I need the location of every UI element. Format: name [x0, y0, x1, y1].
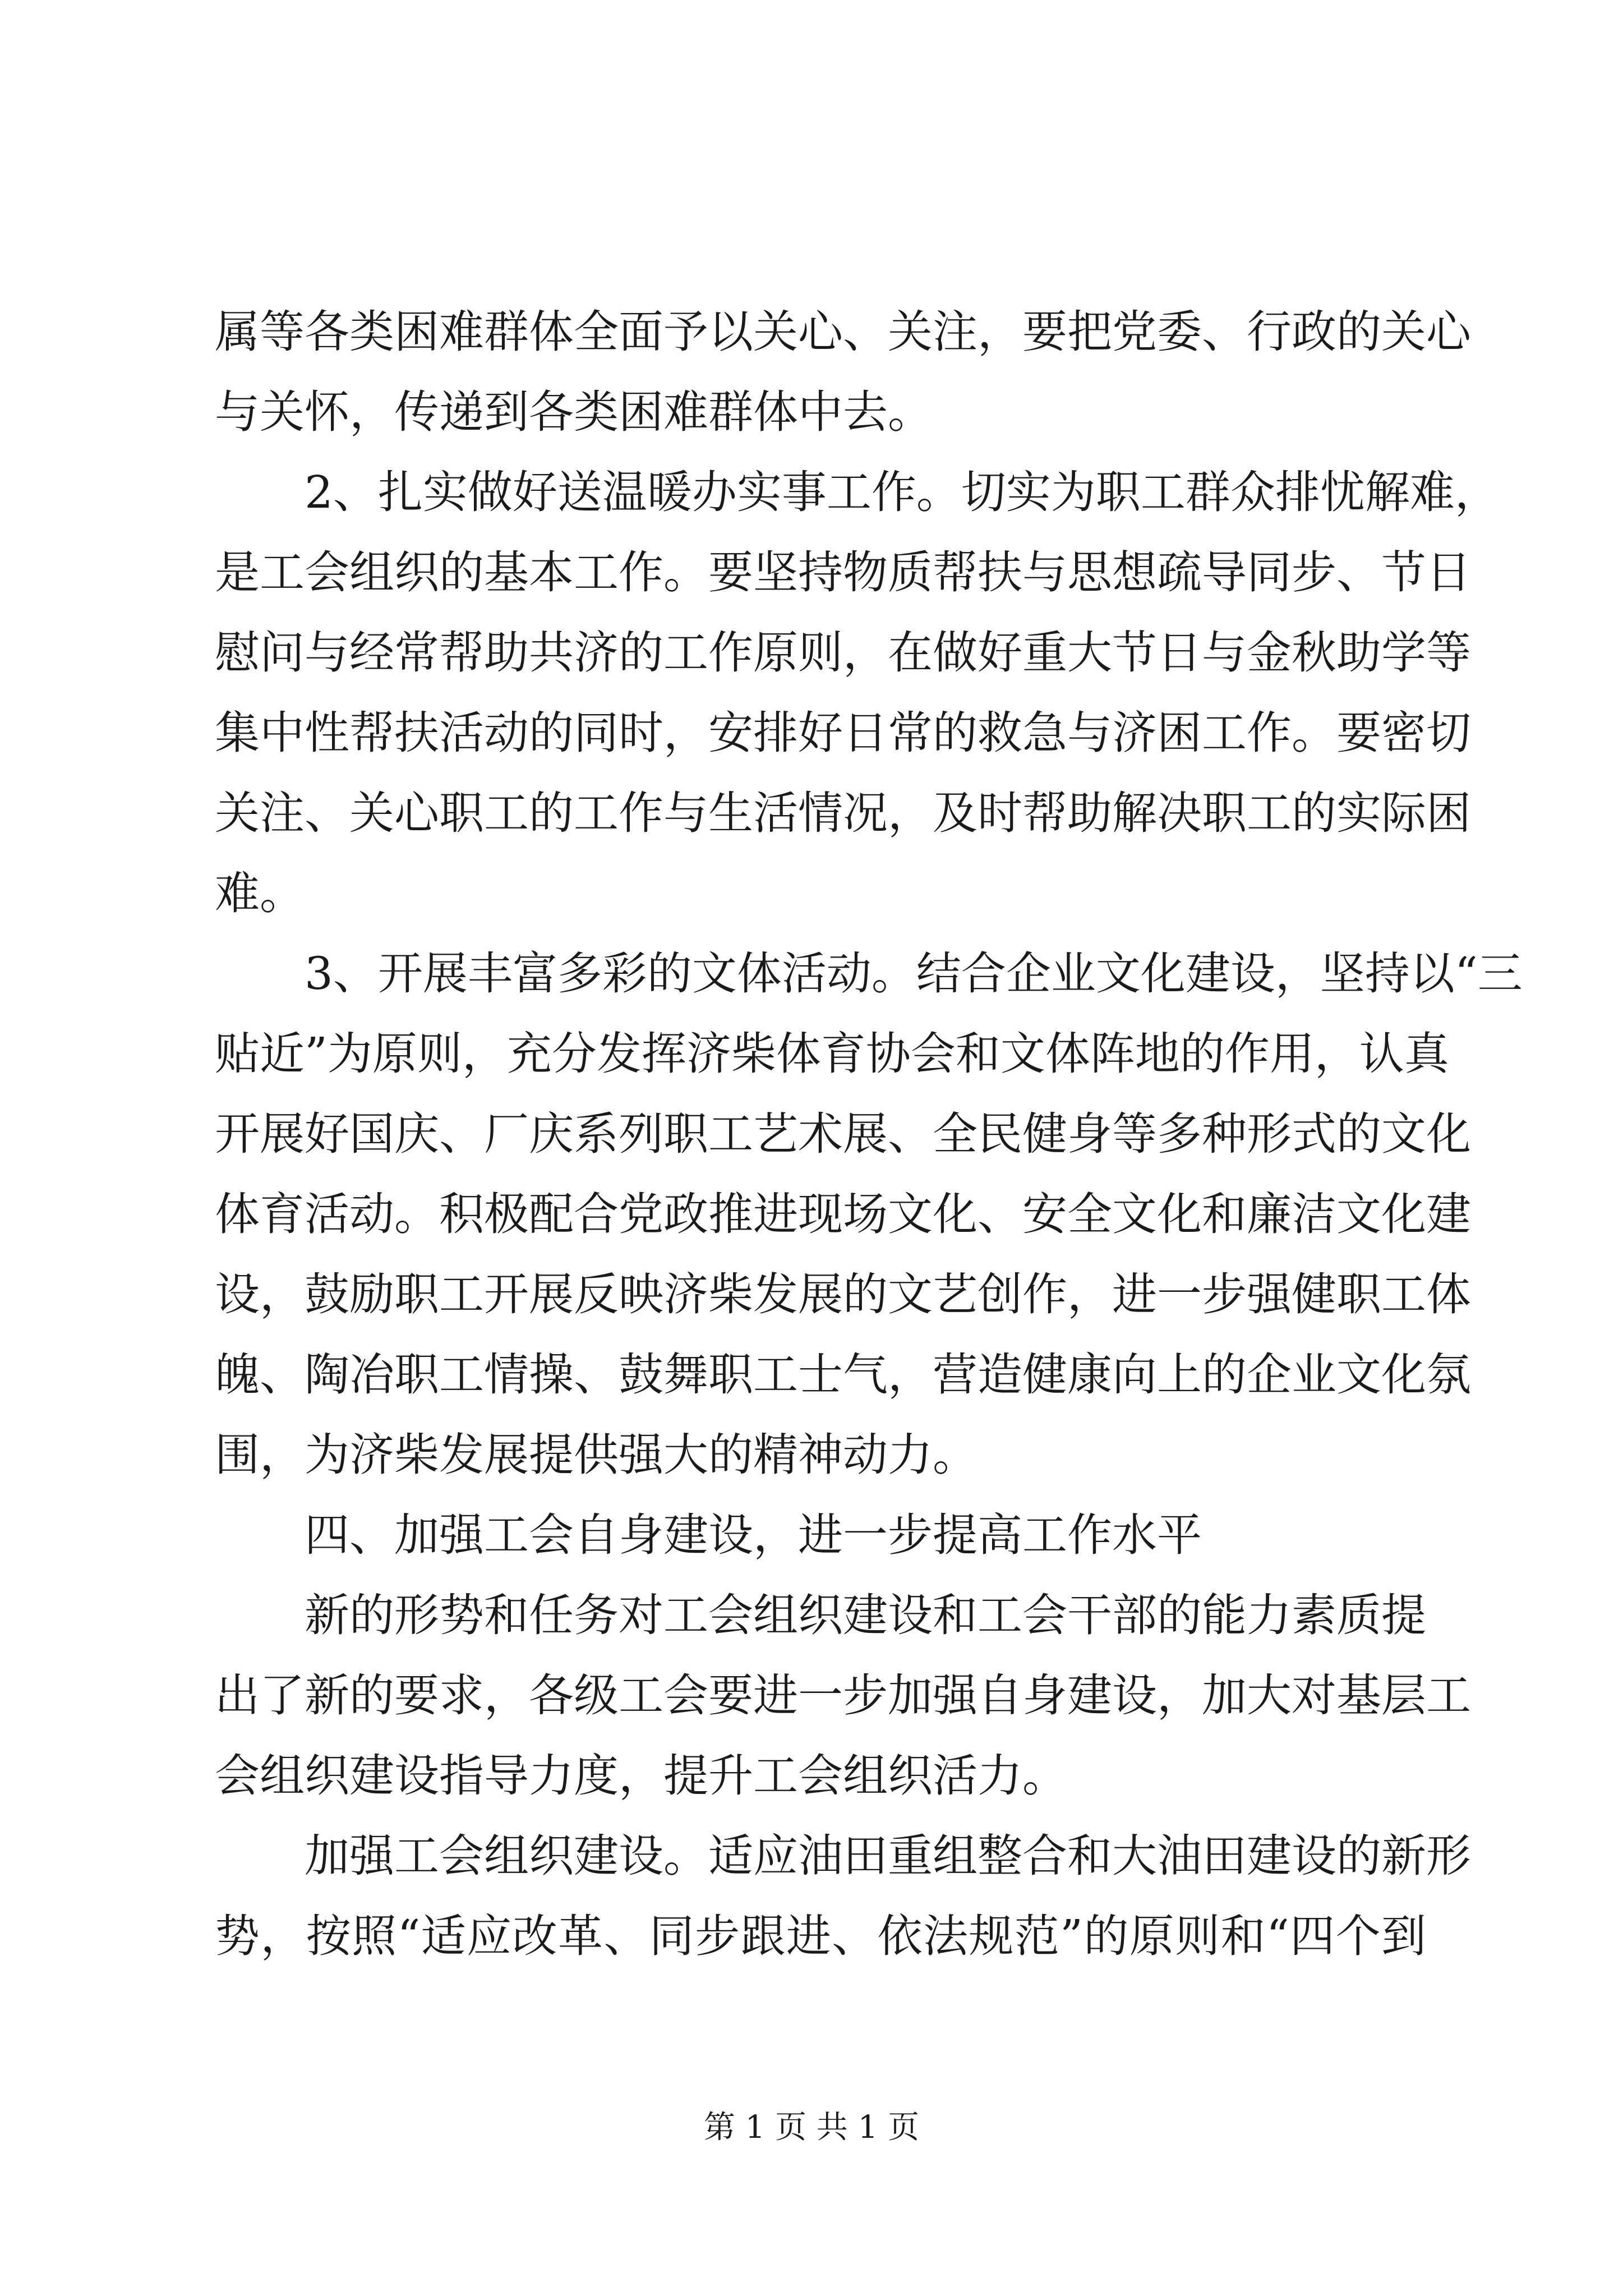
text-line: 与关怀，传递到各类困难群体中去。: [215, 386, 933, 438]
text-line: 难。: [215, 867, 305, 919]
text-line: 是工会组织的基本工作。要坚持物质帮扶与思想疏导同步、节日: [215, 546, 1471, 599]
document-body: [215, 292, 1523, 1976]
text-line: 3、开展丰富多彩的文体活动。结合企业文化建设，坚持以“三: [305, 947, 1523, 1000]
text-line: 加强工会组织建设。适应油田重组整合和大油田建设的新形: [305, 1830, 1471, 1882]
text-line: 贴近”为原则，充分发挥济柴体育协会和文体阵地的作用，认真: [215, 1028, 1449, 1080]
text-line: 出了新的要求，各级工会要进一步加强自身建设，加大对基层工: [215, 1669, 1471, 1722]
text-line: 慰问与经常帮助共济的工作原则，在做好重大节日与金秋助学等: [215, 627, 1471, 679]
text-line: 围，为济柴发展提供强大的精神动力。: [215, 1429, 978, 1481]
text-line: 2、扎实做好送温暖办实事工作。切实为职工群众排忧解难，: [305, 466, 1500, 518]
text-line: 势，按照“适应改革、同步跟进、依法规范”的原则和“四个到: [215, 1910, 1426, 1962]
text-line: 关注、关心职工的工作与生活情况，及时帮助解决职工的实际困: [215, 787, 1471, 839]
text-line: 集中性帮扶活动的同时，安排好日常的救急与济困工作。要密切: [215, 707, 1471, 759]
text-line: 体育活动。积极配合党政推进现场文化、安全文化和廉洁文化建: [215, 1188, 1471, 1240]
text-line: 会组织建设指导力度，提升工会组织活力。: [215, 1750, 1067, 1802]
text-line: 魄、陶冶职工情操、鼓舞职工士气，营造健康向上的企业文化氛: [215, 1349, 1471, 1401]
text-line: 属等各类困难群体全面予以关心、关注，要把党委、行政的关心: [215, 306, 1471, 358]
section-heading: 四、加强工会自身建设，进一步提高工作水平: [305, 1509, 1202, 1561]
page-footer: 第 1 页 共 1 页: [703, 2109, 920, 2146]
text-line: 开展好国庆、厂庆系列职工艺术展、全民健身等多种形式的文化: [215, 1108, 1471, 1160]
text-line: 新的形势和任务对工会组织建设和工会干部的能力素质提: [305, 1589, 1426, 1641]
text-line: 设，鼓励职工开展反映济柴发展的文艺创作，进一步强健职工体: [215, 1268, 1471, 1320]
